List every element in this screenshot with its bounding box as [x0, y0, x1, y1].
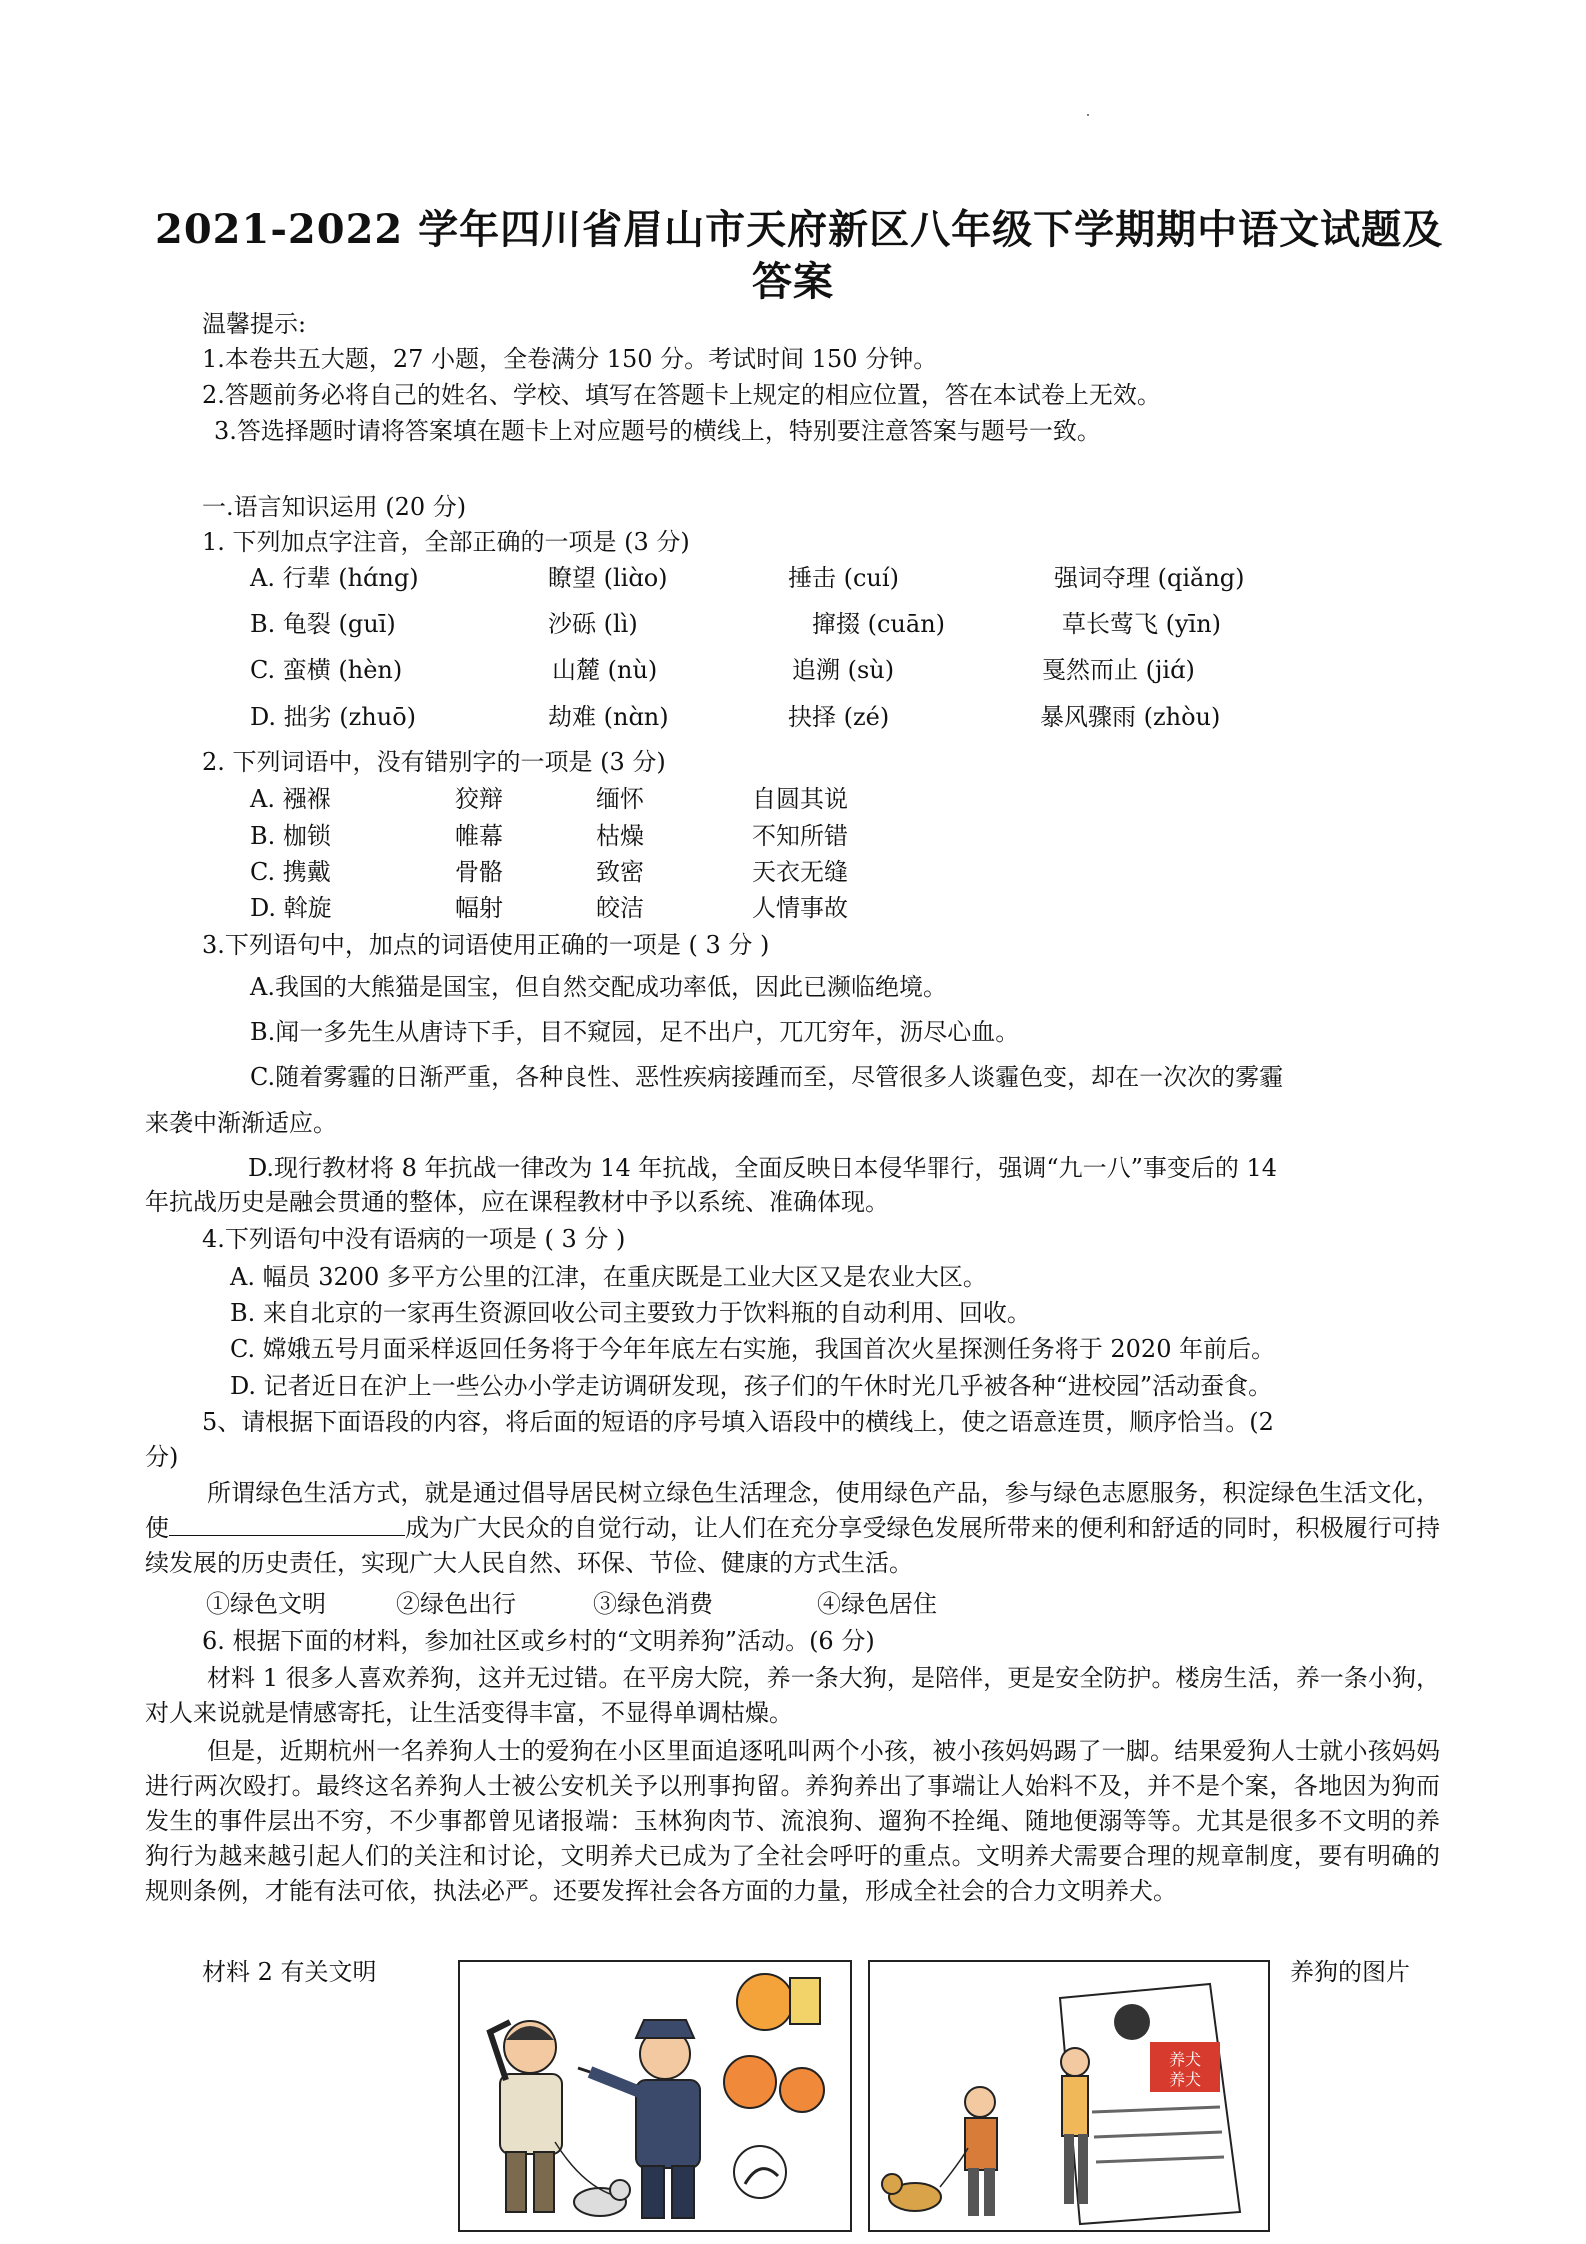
option-b-item: 撺掇 (cuān)	[812, 610, 946, 638]
passage	[145, 1476, 1440, 1581]
question-stem: 1. 下列加点字注音，全部正确的一项是 (3 分)	[202, 528, 690, 556]
option-d-item: 皎洁	[596, 894, 644, 922]
option-d-item: 抉择 (zé)	[788, 703, 890, 731]
option-b-item: 枯燥	[596, 822, 644, 850]
option-b-item: B. 龟裂 (guī)	[250, 610, 396, 638]
option-a: A. 幅员 3200 多平方公里的江津，在重庆既是工业大区又是农业大区。	[230, 1263, 987, 1291]
sign-text: 养犬	[1168, 2070, 1202, 2089]
option-b: B. 来自北京的一家再生资源回收公司主要致力于饮料瓶的自动利用、回收。	[230, 1299, 1031, 1327]
option-d-item: 幅射	[455, 894, 503, 922]
option-a-item: 瞭望 (liɑ̀o)	[548, 564, 668, 592]
answer-blank[interactable]	[169, 1511, 405, 1536]
option-d-item: 劫难 (nɑ̀n)	[548, 703, 669, 731]
passage-text: 所谓绿色生活方式，就是通过倡导居民树立绿色生活理念，使用绿色产品，参与绿色志愿服务，积淀绿色生活文化，使	[145, 1479, 1440, 1542]
material-1-para-2: 但是，近期杭州一名养狗人士的爱狗在小区里面追逐吼叫两个小孩，被小孩妈妈踢了一脚。结果爱狗人士就小孩妈妈进行两次殴打。最终这名养狗人士被公安机关予以刑事拘留。养狗养出了事端让人始料不及，并不是个案，各地因为狗而发生的事件层出不穷，不少事都曾见诸报端：玉林狗肉节、流浪狗、遛狗不拴绳、随地便溺等等。尤其是很多不文明的养狗行为越来越引起人们的关注和讨论，文明养犬已成为了全社会呼吁的重点。文明养犬需要合理的规章制度，要有明确的规则条例，才能有法可依，执法必严。还要发挥社会各方面的力量，形成全社会的合力文明养犬。	[145, 1737, 1440, 1905]
passage-text: 成为广大民众的自觉行动，让人们在充分享受绿色发展所带来的便利和舒适的同时，积极履行可持续发展的历史责任，实现广大人民自然、环保、节俭、健康的方式生活。	[145, 1514, 1441, 1577]
option-b-item: 不知所错	[752, 822, 848, 850]
option-d-item: D. 斡旋	[250, 894, 332, 922]
question-stem: 6. 根据下面的材料，参加社区或乡村的“文明养狗”活动。(6 分)	[202, 1627, 875, 1655]
option-c-item: 山麓 (nù)	[552, 656, 658, 684]
question-stem: 2. 下列词语中，没有错别字的一项是 (3 分)	[202, 748, 666, 776]
sign-text: 养犬	[1168, 2050, 1202, 2069]
option-c-item: 骨骼	[455, 858, 503, 886]
document-title-line1: 2021-2022 学年四川省眉山市天府新区八年级下学期期中语文试题及	[155, 206, 1444, 253]
question-stem: 3.下列语句中，加点的词语使用正确的一项是 ( 3 分 )	[202, 931, 770, 959]
option-d: D. 记者近日在沪上一些公办小学走访调研发现，孩子们的午休时光几乎被各种“进校园”活动蚕食。	[230, 1372, 1273, 1400]
cartoon-police-dog-image	[458, 1960, 852, 2232]
option-d-item: D. 拙劣 (zhuō)	[250, 703, 417, 731]
option-b-item: 沙砾 (lì)	[548, 610, 638, 638]
option-c-item: 致密	[596, 858, 644, 886]
option-c: C. 嫦娥五号月面采样返回任务将于今年年底左右实施，我国首次火星探测任务将于 2020 年前后。	[230, 1335, 1276, 1363]
option-d-item: 人情事故	[752, 894, 848, 922]
option-a-item: 强词夺理 (qiǎng)	[1054, 564, 1245, 592]
option-b-item: B. 枷锁	[250, 822, 331, 850]
option-b-item: 帷幕	[455, 822, 503, 850]
option-b-item: 草长莺飞 (yīn)	[1062, 610, 1222, 638]
option-c-item: 天衣无缝	[752, 858, 848, 886]
phrase-option: ②绿色出行	[396, 1590, 516, 1618]
option-a-item: 自圆其说	[752, 785, 848, 813]
option-a-item: 缅怀	[596, 785, 644, 813]
option-b: B.闻一多先生从唐诗下手，目不窥园，足不出户，兀兀穷年，沥尽心血。	[250, 1018, 1020, 1046]
phrase-option: ④绿色居住	[817, 1590, 937, 1618]
notice-item: 2.答题前务必将自己的姓名、学校、填写在答题卡上规定的相应位置，答在本试卷上无效。	[202, 381, 1161, 409]
cartoon-illustration	[870, 1962, 1268, 2230]
option-d-cont: 年抗战历史是融会贯通的整体，应在课程教材中予以系统、准确体现。	[145, 1188, 889, 1216]
material-2-label-cont: 养狗的图片	[1290, 1958, 1410, 1986]
material-2-label: 材料 2 有关文明	[202, 1958, 377, 1986]
scan-speck	[1087, 114, 1089, 116]
option-c-item: 戛然而止 (jiɑ́)	[1042, 656, 1195, 684]
option-a-item: 捶击 (cuí)	[788, 564, 899, 592]
material-1-para-1: 材料 1 很多人喜欢养狗，这并无过错。在平房大院，养一条大狗，是陪伴，更是安全防护。楼房生活，养一条小狗，对人来说就是情感寄托，让生活变得丰富，不显得单调枯燥。	[145, 1664, 1440, 1727]
option-c-item: C. 蛮横 (hèn)	[250, 656, 403, 684]
section-heading: 一.语言知识运用 (20 分)	[202, 493, 467, 521]
cartoon-dog-rules-sign-image	[868, 1960, 1270, 2232]
notice-item: 3.答选择题时请将答案填在题卡上对应题号的横线上，特别要注意答案与题号一致。	[214, 417, 1101, 445]
phrase-option: ①绿色文明	[206, 1590, 326, 1618]
option-c-item: C. 携戴	[250, 858, 331, 886]
phrase-option: ③绿色消费	[593, 1590, 713, 1618]
cartoon-illustration	[460, 1962, 850, 2230]
option-a-item: A. 襁褓	[250, 785, 331, 813]
option-d-item: 暴风骤雨 (zhòu)	[1040, 703, 1221, 731]
question-stem: 4.下列语句中没有语病的一项是 ( 3 分 )	[202, 1225, 626, 1253]
option-a-item: A. 行辈 (hɑ́ng)	[250, 564, 419, 592]
document-title-line2: 答案	[752, 258, 834, 305]
option-a: A.我国的大熊猫是国宝，但自然交配成功率低，因此已濒临绝境。	[250, 973, 947, 1001]
option-c: C.随着雾霾的日渐严重，各种良性、恶性疾病接踵而至，尽管很多人谈霾色变，却在一次次的雾霾	[250, 1063, 1284, 1091]
notice-heading: 温馨提示:	[202, 310, 307, 338]
option-a-item: 狡辩	[455, 785, 503, 813]
option-c-cont: 来袭中渐渐适应。	[145, 1109, 337, 1137]
question-stem-cont: 分)	[145, 1443, 179, 1471]
notice-item: 1.本卷共五大题，27 小题，全卷满分 150 分。考试时间 150 分钟。	[202, 345, 938, 373]
question-stem: 5、请根据下面语段的内容，将后面的短语的序号填入语段中的横线上，使之语意连贯，顺序恰当。(2	[202, 1408, 1274, 1436]
option-d: D.现行教材将 8 年抗战一律改为 14 年抗战，全面反映日本侵华罪行，强调“九一八”事变后的 14	[248, 1154, 1278, 1182]
option-c-item: 追溯 (sù)	[792, 656, 895, 684]
